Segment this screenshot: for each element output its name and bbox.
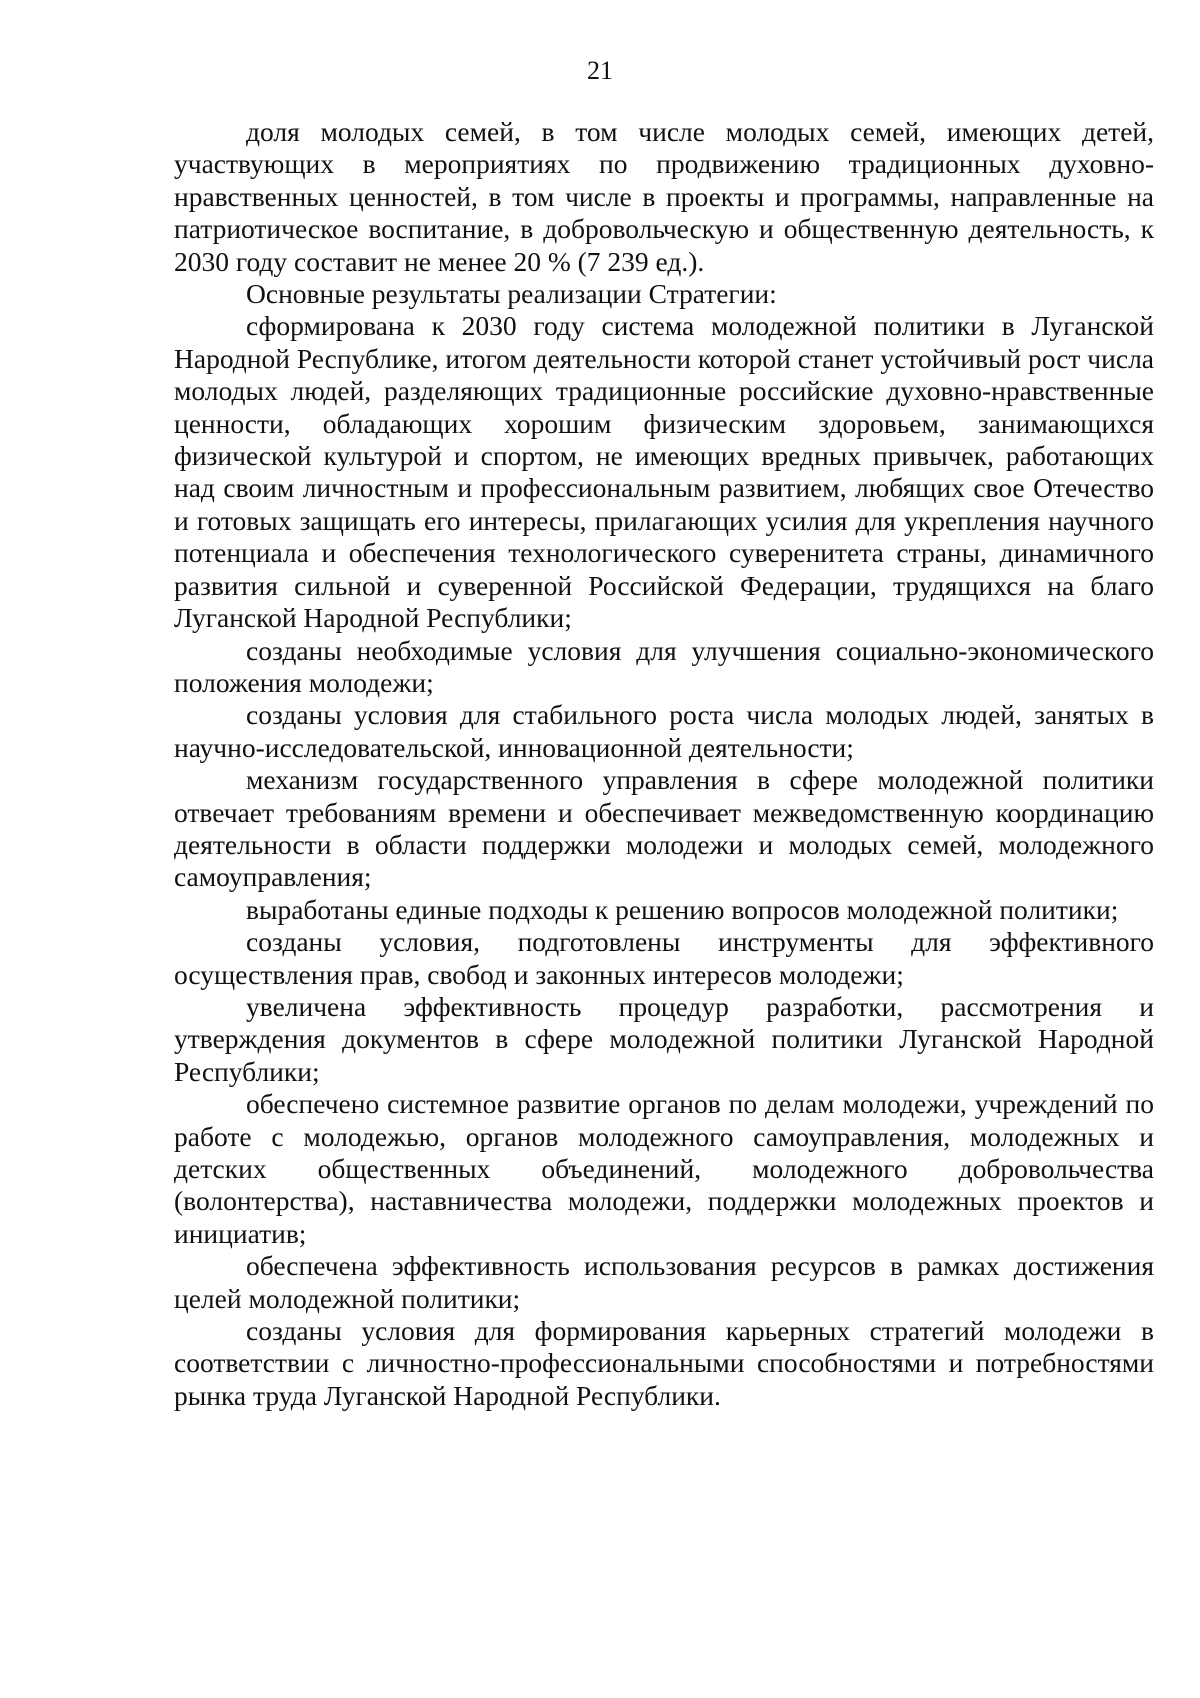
paragraph: созданы условия, подготовлены инструменты для эффективного осуществления прав, свобод и законных интересов молодежи; — [174, 926, 1154, 990]
paragraph: сформирована к 2030 году система молодежной политики в Луганской Народной Республике, итогом деятельности которой станет устойчивый рост числа молодых людей, разделяющих традиционные российские духовно-нравственные ценности, обладающих хорошим физическим здоровьем, занимающихся физической культурой и спортом, не имеющих вредных привычек, работающих над своим личностным и профессиональным развитием, любящих свое Отечество и готовых защищать его интересы, прилагающих усилия для укрепления научного потенциала и обеспечения технологического суверенитета страны, динамичного развития сильной и суверенной Российской Федерации, трудящихся на благо Луганской Народной Республики; — [174, 310, 1154, 634]
paragraph: механизм государственного управления в сфере молодежной политики отвечает требованиям времени и обеспечивает межведомственную координацию деятельности в области поддержки молодежи и молодых семей, молодежного самоуправления; — [174, 764, 1154, 893]
paragraph: созданы условия для формирования карьерных стратегий молодежи в соответствии с личностно-профессиональными способностями и потребностями рынка труда Луганской Народной Республики. — [174, 1315, 1154, 1411]
paragraph: обеспечена эффективность использования ресурсов в рамках достижения целей молодежной политики; — [174, 1250, 1154, 1314]
paragraph: доля молодых семей, в том числе молодых семей, имеющих детей, участвующих в мероприятиях по продвижению традиционных духовно-нравственных ценностей, в том числе в проекты и программы, направленные на патриотическое воспитание, в добровольческую и общественную деятельность, к 2030 году составит не менее 20 % (7 239 ед.). — [174, 116, 1154, 277]
paragraph: созданы условия для стабильного роста числа молодых людей, занятых в научно-исследовательской, инновационной деятельности; — [174, 699, 1154, 763]
paragraph: созданы необходимые условия для улучшения социально-экономического положения молодежи; — [174, 634, 1154, 698]
document-body — [174, 116, 1154, 1412]
page-number: 21 — [587, 56, 613, 85]
paragraph: Основные результаты реализации Стратегии: — [246, 278, 777, 310]
paragraph: выработаны единые подходы к решению вопросов молодежной политики; — [246, 893, 1119, 925]
paragraph: увеличена эффективность процедур разработки, рассмотрения и утверждения документов в сфере молодежной политики Луганской Народной Республики; — [174, 990, 1154, 1087]
paragraph: обеспечено системное развитие органов по делам молодежи, учреждений по работе с молодежью, органов молодежного самоуправления, молодежных и детских общественных объединений, молодежного добровольчества (волонтерства), наставничества молодежи, поддержки молодежных проектов и инициатив; — [174, 1088, 1154, 1249]
